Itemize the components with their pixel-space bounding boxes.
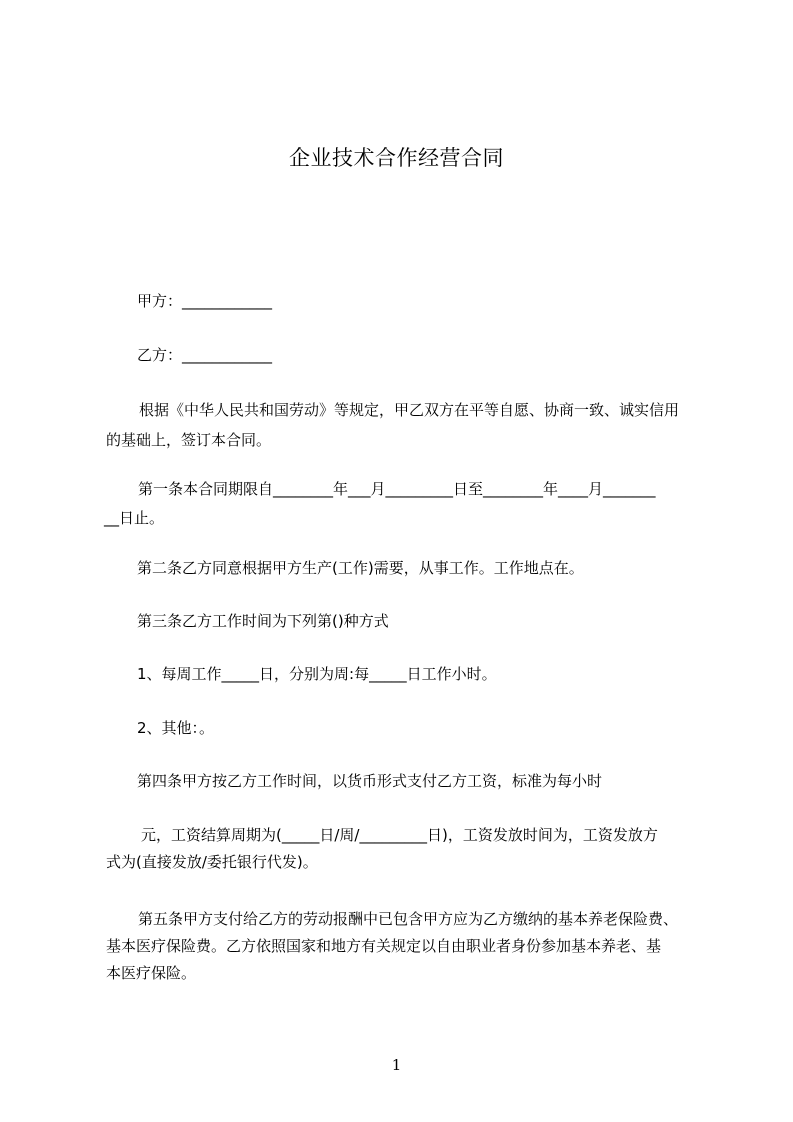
article-1-line-2: __日止。	[104, 509, 165, 527]
article-3: 第三条乙方工作时间为下列第()种方式	[137, 612, 389, 630]
contract-title: 企业技术合作经营合同	[289, 146, 504, 170]
party-b-line: 乙方：____________	[137, 346, 273, 364]
article-4: 第四条甲方按乙方工作时间，以货币形式支付乙方工资，标准为每小时	[137, 772, 603, 790]
article-2: 第二条乙方同意根据甲方生产(工作)需要，从事工作。工作地点在。	[137, 559, 584, 577]
party-a-line: 甲方：____________	[137, 292, 273, 310]
article-5-line-1: 第五条甲方支付给乙方的劳动报酬中已包含甲方应为乙方缴纳的基本养老保险费、	[138, 910, 679, 928]
article-5-line-3: 本医疗保险。	[106, 964, 197, 982]
intro-paragraph: 根据《中华人民共和国劳动》等规定，甲乙双方在平等自愿、协商一致、诚实信用的基础上，签订本合同。	[106, 401, 680, 449]
article-3-option-2: 2、其他：。	[137, 719, 215, 737]
page-number: 1	[391, 1056, 402, 1074]
article-3-option-1: 1、每周工作_____日，分别为周:每_____日工作小时。	[137, 665, 497, 683]
article-1-line-1: 第一条本合同期限自________年___月_________日至________年____月_______	[138, 480, 656, 498]
article-5-line-2: 基本医疗保险费。乙方依照国家和地方有关规定以自由职业者身份参加基本养老、基	[106, 937, 662, 955]
article-4-continuation-line-1: 元，工资结算周期为(_____日/周/_________日)，工资发放时间为，工资发放方	[141, 826, 658, 844]
article-4-continuation-line-2: 式为(直接发放/委托银行代发)。	[106, 853, 318, 871]
